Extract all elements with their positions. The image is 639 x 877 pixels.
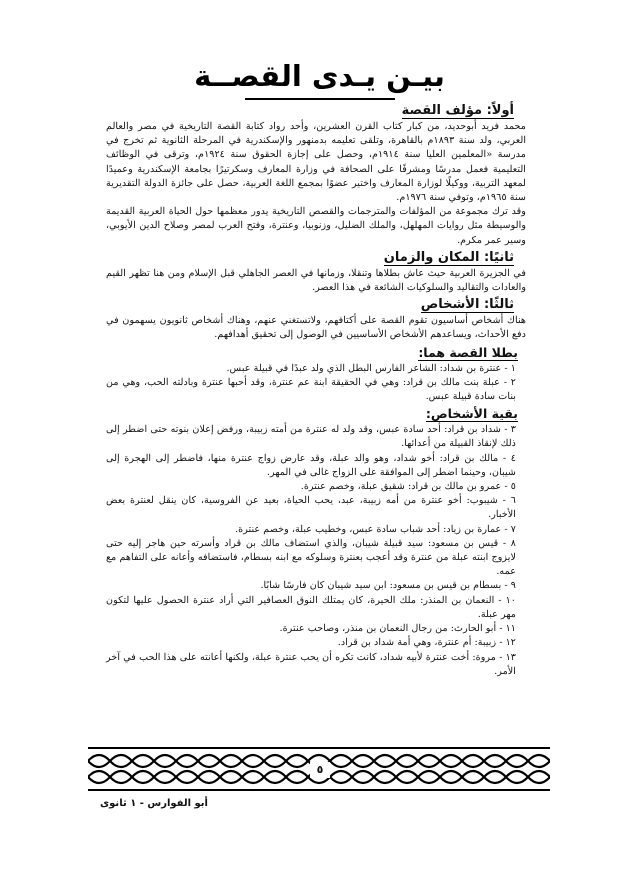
title-underline: [245, 98, 395, 100]
character-item-7: ٧ - عمارة بن زياد: أحد شباب سادة عبس، وخطيب عبلة، وخصم عنترة.: [235, 523, 516, 535]
hero-item-1: ١ - عنترة بن شداد: الشاعر الفارس البطل الذي ولد عبدًا في قبيلة عبس.: [226, 362, 516, 374]
character-item-8: ٨ - قيس بن مسعود: سيد قبيلة شيبان، والذي استضاف مالك بن قراد وأسرته حين هاجر إليه حتى لايزوج ابنته عبلة من عنترة وقد أعجب بعنترة وسلوكه مع ابنه بسطام، فاستضافه وأعانه على التفاهم مع عمه.: [106, 537, 516, 578]
author-heading: [106, 102, 526, 119]
character-item-13: ١٣ - مروة: أخت عنترة لأبيه شداد، كانت تكره أن يحب عنترة عبلة، ولكنها أعانته على هذا الحب في آخر الأمر.: [106, 651, 516, 677]
other-characters-heading-text: بقية الأشخاص:: [425, 406, 518, 422]
heroes-heading-text: بطلا القصة هما:: [418, 344, 518, 360]
character-item-12: ١٢ - زبيبة: أم عنترة، وهي أمة شداد بن قراد.: [337, 637, 516, 649]
page-number: ٥: [310, 762, 330, 778]
characters-heading-text: ثالثًا: الأشخاص: [420, 297, 514, 313]
place-time-heading: [106, 249, 526, 266]
page-title: بيـن يـدى القصــة: [194, 59, 445, 93]
author-paragraph-1: محمد فريد أبوحديد، من كبار كتاب القرن العشرين، وأحد رواد كتابة القصة التاريخية في مصر والعالم العربي، ولد سنة ١٨٩٣م بالقاهرة، وتلقى تعليمه بدمنهور والإسكندرية في المرحلة الثانوية ثم تخرج في مدرسة «المعلمين العليا سنة ١٩١٤م، وحصل على إجازة الحقوق سنة ١٩٢٤م، وترقى في الوظائف التعليمية فعمل مدرسًا ومشرفًا على الصحافة في وزارة المعارف وسكرتيرًا بجامعة الإسكندرية وعميدًا لمعهد التربية، ووكيلًا لوزارة المعارف واختير عضوًا بمجمع اللغة العربية، حصل على جائزة الدولة التقديرية سنة ١٩٦٥م، وتوفي سنة ١٩٧٦م.: [106, 121, 527, 204]
place-time-heading-text: ثانيًا: المكان والزمان: [383, 249, 514, 265]
heroes-heading: [106, 344, 526, 361]
author-heading-text: أولاً: مؤلف القصة: [401, 103, 514, 118]
characters-paragraph: هناك أشخاص أساسيون تقوم القصة على أكتافهم، ولاتستغني عنهم، وهناك أشخاص ثانويون يسهمون في دفع الأحداث، ويساعدهم الأشخاص الأساسيين في الوصول إلى تحقيق أهدافهم.: [106, 315, 526, 341]
place-time-paragraph: في الجزيرة العربية حيث عاش بطلاها وتنقلا، وزمانها في العصر الجاهلي قبل الإسلام ومن هنا تظهر القيم والعادات والتقاليد والسلوكيات الشائعة في هذا العصر.: [106, 267, 526, 294]
book-label: أبو الفوارس - ١ ثانوى: [100, 798, 208, 809]
author-paragraph-2: وقد ترك مجموعة من المؤلفات والمترجمات والقصص التاريخية يدور معظمها حول الحياة العربية القديمة والوسيطة مثل روايات المهلهل، والملك الضليل، وزنوبيا، وعنترة، وفتح العرب لمصر وصلاح الدين الأيوبي، وسير عمر مكرم.: [106, 206, 526, 246]
characters-heading: [106, 296, 526, 313]
character-item-10: ١٠ - النعمان بن المنذر: ملك الحيرة، كان يمتلك النوق العصافير التي أراد عنترة الحصول عليها لتكون مهر عبلة.: [106, 594, 516, 620]
main-content: [106, 101, 526, 679]
character-item-5: ٥ - عمرو بن مالك بن قراد: شقيق عبلة، وخصم عنترة.: [300, 481, 516, 493]
character-item-4: ٤ - مالك بن قراد: أخو شداد، وهو والد عبلة، وقد عارض زواج عنترة منها، فاضطر إلى الهجرة إلى شيبان، وحينما اضطر إلى الموافقة على الزواج غالى في المهر.: [106, 452, 516, 478]
other-characters-heading: [106, 405, 526, 422]
character-item-9: ٩ - بسطام بن قيس بن مسعود: ابن سيد شيبان كان فارسًا شابًا.: [260, 580, 516, 592]
character-item-3: ٣ - شداد بن قراد: أحد سادة عبس، وقد ولد له عنترة من أمته زبيبة، ورفض إعلان بنوته حتى اضطر إلى ذلك لإنقاذ القبيلة من أعدائها.: [106, 424, 516, 450]
character-item-6: ٦ - شيبوب: أخو عنترة من أمه زبيبة، عبد، يحب الحياة، بعيد عن الفروسية، كان ينقل لعنترة بعض الأخبار.: [106, 495, 516, 521]
hero-item-2: ٢ - عبلة بنت مالك بن قراد: وهي في الحقيقة ابنة عم عنترة، وقد أحبها عنترة وبادلته الحب، وهي من بنات سادة قبيلة عبس.: [106, 376, 516, 403]
character-item-11: ١١ - أبو الحارث: من رجال النعمان بن منذر، وصاحب عنترة.: [279, 623, 516, 635]
